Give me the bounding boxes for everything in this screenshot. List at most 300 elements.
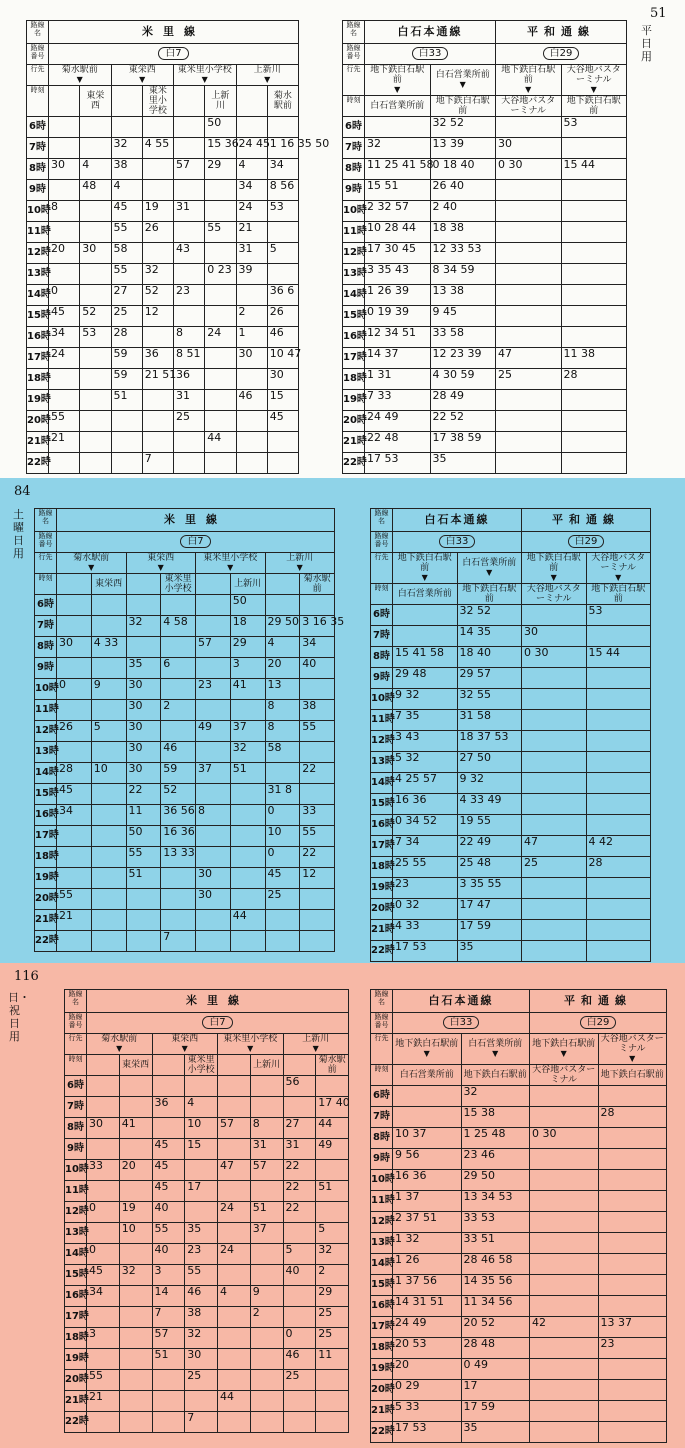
departure-minutes xyxy=(185,1160,218,1181)
arrow-down-icon: ▼ xyxy=(139,75,146,84)
time-label: 時刻 xyxy=(65,1055,87,1076)
route-number: 白7 xyxy=(180,535,210,548)
departure-minutes xyxy=(91,868,126,889)
hour-label: 21時 xyxy=(27,432,49,453)
departure-minutes: 24 49 xyxy=(393,1317,462,1338)
destination-header: 東栄西 xyxy=(91,574,126,595)
hour-label: 16時 xyxy=(27,327,49,348)
departure-minutes: 31 xyxy=(250,1139,283,1160)
departure-minutes xyxy=(174,222,205,243)
departure-minutes: 4 xyxy=(80,159,111,180)
departure-minutes: 4 xyxy=(218,1286,251,1307)
departure-minutes xyxy=(265,595,300,616)
departure-minutes: 53 xyxy=(586,605,651,626)
departure-minutes: 7 xyxy=(161,931,196,952)
departure-minutes: 45 xyxy=(57,784,92,805)
departure-minutes: 2 xyxy=(161,700,196,721)
departure-minutes: 4 33 xyxy=(91,637,126,658)
departure-minutes xyxy=(196,784,231,805)
line-name: 米里線 xyxy=(57,509,335,532)
departure-minutes: 29 xyxy=(316,1286,349,1307)
departure-minutes xyxy=(561,180,627,201)
departure-minutes: 55 xyxy=(87,1370,120,1391)
departure-minutes: 49 xyxy=(316,1139,349,1160)
departure-minutes xyxy=(236,453,267,474)
destination-header xyxy=(87,1034,153,1055)
departure-minutes xyxy=(393,626,458,647)
departure-minutes xyxy=(205,285,236,306)
departure-minutes xyxy=(250,1412,283,1433)
departure-minutes: 55 xyxy=(126,847,161,868)
destination-header: 東米里小学校 xyxy=(142,86,173,117)
departure-minutes xyxy=(265,763,300,784)
timetable-left xyxy=(64,989,349,1433)
hour-label: 9時 xyxy=(371,1149,393,1170)
departure-minutes: 28 xyxy=(561,369,627,390)
departure-minutes xyxy=(87,1349,120,1370)
departure-minutes xyxy=(218,1307,251,1328)
departure-minutes xyxy=(598,1254,667,1275)
departure-minutes: 12 xyxy=(300,868,335,889)
hour-label: 16時 xyxy=(35,805,57,826)
departure-minutes: 55 xyxy=(300,826,335,847)
departure-minutes xyxy=(205,453,236,474)
departure-minutes: 51 xyxy=(152,1349,185,1370)
destination-header: 大谷地バスターミナル xyxy=(530,1065,599,1086)
departure-minutes xyxy=(230,700,265,721)
destination-name: 菊水駅前 xyxy=(101,1034,138,1044)
departure-minutes xyxy=(250,1370,283,1391)
departure-minutes xyxy=(119,1139,152,1160)
departure-minutes: 55 xyxy=(111,264,142,285)
departure-minutes: 32 xyxy=(316,1244,349,1265)
hour-label: 22時 xyxy=(343,453,365,474)
departure-minutes xyxy=(598,1128,667,1149)
hour-label: 6時 xyxy=(35,595,57,616)
departure-minutes: 30 xyxy=(126,742,161,763)
route-number-cell xyxy=(87,1013,349,1034)
hour-label: 10時 xyxy=(27,201,49,222)
destination-label: 行先 xyxy=(371,1034,393,1065)
destination-name: 東米里小学校 xyxy=(223,1034,278,1044)
route-label: 路線番号 xyxy=(343,44,365,65)
arrow-down-icon: ▼ xyxy=(492,1049,499,1058)
departure-minutes: 13 34 53 xyxy=(461,1191,530,1212)
departure-minutes: 32 xyxy=(461,1086,530,1107)
departure-minutes xyxy=(530,1149,599,1170)
destination-header xyxy=(152,1034,218,1055)
hour-label: 15時 xyxy=(27,306,49,327)
hour-label: 13時 xyxy=(343,264,365,285)
hour-label: 7時 xyxy=(371,626,393,647)
arrow-down-icon: ▼ xyxy=(227,563,234,572)
departure-minutes: 30 xyxy=(87,1118,120,1139)
arrow-down-icon: ▼ xyxy=(181,1044,188,1053)
departure-minutes: 10 37 xyxy=(393,1128,462,1149)
departure-minutes: 5 xyxy=(267,243,298,264)
departure-minutes: 16 36 xyxy=(393,1170,462,1191)
departure-minutes xyxy=(174,264,205,285)
departure-minutes: 50 xyxy=(230,595,265,616)
destination-spacer xyxy=(152,1055,185,1076)
hour-label: 19時 xyxy=(371,1359,393,1380)
arrow-down-icon: ▼ xyxy=(615,573,622,582)
hour-label: 14時 xyxy=(35,763,57,784)
departure-minutes: 45 xyxy=(152,1181,185,1202)
departure-minutes xyxy=(393,605,458,626)
departure-minutes: 57 xyxy=(218,1118,251,1139)
departure-minutes xyxy=(283,1307,316,1328)
departure-minutes: 1 16 35 50 xyxy=(267,138,298,159)
departure-minutes: 55 xyxy=(152,1223,185,1244)
departure-minutes: 0 xyxy=(87,1244,120,1265)
departure-minutes xyxy=(152,1076,185,1097)
arrow-down-icon: ▼ xyxy=(88,563,95,572)
departure-minutes: 19 xyxy=(119,1202,152,1223)
departure-minutes xyxy=(80,222,111,243)
route-number-cell xyxy=(530,1013,667,1034)
arrow-down-icon: ▼ xyxy=(525,85,532,94)
departure-minutes xyxy=(205,243,236,264)
departure-minutes: 45 xyxy=(152,1139,185,1160)
departure-minutes: 32 xyxy=(142,264,173,285)
departure-minutes: 10 xyxy=(119,1223,152,1244)
departure-minutes: 22 xyxy=(283,1160,316,1181)
arrow-down-icon: ▼ xyxy=(590,85,597,94)
departure-minutes xyxy=(174,180,205,201)
departure-minutes: 34 xyxy=(300,637,335,658)
departure-minutes: 20 52 xyxy=(461,1317,530,1338)
departure-minutes xyxy=(87,1412,120,1433)
line-name: 米里線 xyxy=(49,21,299,44)
departure-minutes: 26 xyxy=(142,222,173,243)
departure-minutes: 19 55 xyxy=(457,815,522,836)
destination-header: 地下鉄白石駅前 xyxy=(586,584,651,605)
departure-minutes: 1 25 48 xyxy=(461,1128,530,1149)
hour-label: 14時 xyxy=(65,1244,87,1265)
departure-minutes: 29 57 xyxy=(457,668,522,689)
hour-label: 11時 xyxy=(371,710,393,731)
destination-name: 東栄西 xyxy=(147,553,175,563)
departure-minutes: 11 34 56 xyxy=(461,1296,530,1317)
departure-minutes: 25 xyxy=(496,369,562,390)
arrow-down-icon: ▼ xyxy=(486,568,493,577)
departure-minutes xyxy=(598,1191,667,1212)
departure-minutes xyxy=(316,1391,349,1412)
day-type-label: 土曜日用 xyxy=(13,508,24,560)
departure-minutes xyxy=(80,117,111,138)
departure-minutes xyxy=(283,1391,316,1412)
departure-minutes: 46 xyxy=(236,390,267,411)
departure-minutes: 13 xyxy=(265,679,300,700)
destination-header: 菊水駅前 xyxy=(267,86,298,117)
departure-minutes: 10 xyxy=(91,763,126,784)
hour-label: 6時 xyxy=(65,1076,87,1097)
departure-minutes: 18 38 xyxy=(430,222,496,243)
hour-label: 21時 xyxy=(35,910,57,931)
departure-minutes: 20 xyxy=(393,1359,462,1380)
departure-minutes: 2 40 xyxy=(430,201,496,222)
departure-minutes: 28 48 xyxy=(461,1338,530,1359)
departure-minutes xyxy=(586,731,651,752)
departure-minutes xyxy=(586,920,651,941)
departure-minutes: 5 xyxy=(316,1223,349,1244)
departure-minutes xyxy=(316,1412,349,1433)
departure-minutes xyxy=(236,117,267,138)
departure-minutes xyxy=(530,1170,599,1191)
time-label: 時刻 xyxy=(371,1065,393,1086)
departure-minutes: 24 49 xyxy=(365,411,431,432)
hour-label: 21時 xyxy=(371,920,393,941)
hour-label: 10時 xyxy=(371,1170,393,1191)
departure-minutes: 46 xyxy=(267,327,298,348)
departure-minutes: 1 26 xyxy=(393,1254,462,1275)
arrow-down-icon: ▼ xyxy=(296,563,303,572)
hour-label: 10時 xyxy=(35,679,57,700)
departure-minutes xyxy=(218,1328,251,1349)
hour-label: 20時 xyxy=(27,411,49,432)
departure-minutes: 23 xyxy=(393,878,458,899)
departure-minutes xyxy=(598,1233,667,1254)
departure-minutes: 23 xyxy=(598,1338,667,1359)
departure-minutes: 10 28 44 xyxy=(365,222,431,243)
line-name: 米里線 xyxy=(87,990,349,1013)
arrow-down-icon: ▼ xyxy=(421,573,428,582)
departure-minutes: 28 xyxy=(598,1107,667,1128)
hour-label: 8時 xyxy=(371,647,393,668)
departure-minutes: 8 xyxy=(196,805,231,826)
departure-minutes xyxy=(365,117,431,138)
departure-minutes xyxy=(80,285,111,306)
destination-name: 大谷地バスターミナル xyxy=(600,1034,664,1054)
destination-header xyxy=(393,553,458,584)
hour-label: 17時 xyxy=(371,836,393,857)
departure-minutes xyxy=(218,1097,251,1118)
departure-minutes: 37 xyxy=(230,721,265,742)
departure-minutes xyxy=(522,605,587,626)
hour-label: 9時 xyxy=(65,1139,87,1160)
hour-label: 7時 xyxy=(371,1107,393,1128)
departure-minutes: 17 53 xyxy=(365,453,431,474)
departure-minutes: 23 46 xyxy=(461,1149,530,1170)
departure-minutes: 47 xyxy=(496,348,562,369)
departure-minutes: 17 53 xyxy=(393,1422,462,1443)
departure-minutes: 25 xyxy=(316,1328,349,1349)
departure-minutes xyxy=(530,1107,599,1128)
destination-header: 上新川 xyxy=(230,574,265,595)
route-label: 路線番号 xyxy=(27,44,49,65)
departure-minutes xyxy=(230,931,265,952)
departure-minutes: 52 xyxy=(80,306,111,327)
departure-minutes: 1 32 xyxy=(393,1233,462,1254)
departure-minutes xyxy=(196,742,231,763)
departure-minutes: 15 38 xyxy=(461,1107,530,1128)
departure-minutes xyxy=(230,784,265,805)
departure-minutes xyxy=(91,826,126,847)
departure-minutes xyxy=(316,1076,349,1097)
departure-minutes xyxy=(218,1370,251,1391)
departure-minutes: 32 xyxy=(365,138,431,159)
departure-minutes: 27 xyxy=(111,285,142,306)
departure-minutes: 4 58 xyxy=(161,616,196,637)
departure-minutes xyxy=(283,1412,316,1433)
arrow-down-icon: ▼ xyxy=(116,1044,123,1053)
hour-label: 12時 xyxy=(27,243,49,264)
departure-minutes: 0 xyxy=(265,805,300,826)
departure-minutes xyxy=(561,390,627,411)
departure-minutes: 33 xyxy=(300,805,335,826)
departure-minutes xyxy=(300,931,335,952)
departure-minutes: 3 xyxy=(87,1328,120,1349)
departure-minutes: 7 33 xyxy=(365,390,431,411)
route-number-cell xyxy=(393,1013,530,1034)
departure-minutes xyxy=(111,453,142,474)
departure-minutes: 5 32 xyxy=(393,752,458,773)
departure-minutes: 31 xyxy=(174,390,205,411)
departure-minutes: 5 33 xyxy=(393,1401,462,1422)
departure-minutes: 1 31 xyxy=(365,369,431,390)
departure-minutes xyxy=(586,710,651,731)
route-number-cell xyxy=(522,532,651,553)
hour-label: 18時 xyxy=(65,1328,87,1349)
departure-minutes: 45 xyxy=(267,411,298,432)
departure-minutes xyxy=(205,201,236,222)
destination-header xyxy=(265,553,335,574)
departure-minutes: 0 18 40 xyxy=(430,159,496,180)
departure-minutes: 35 xyxy=(126,658,161,679)
departure-minutes: 25 xyxy=(174,411,205,432)
departure-minutes: 13 33 xyxy=(161,847,196,868)
hour-label: 9時 xyxy=(343,180,365,201)
departure-minutes: 32 xyxy=(185,1328,218,1349)
departure-minutes: 36 xyxy=(174,369,205,390)
departure-minutes: 0 32 xyxy=(393,899,458,920)
departure-minutes: 15 xyxy=(185,1139,218,1160)
departure-minutes: 8 56 xyxy=(267,180,298,201)
departure-minutes: 47 xyxy=(522,836,587,857)
departure-minutes: 55 xyxy=(300,721,335,742)
hour-label: 10時 xyxy=(65,1160,87,1181)
hour-label: 18時 xyxy=(343,369,365,390)
hour-label: 15時 xyxy=(371,794,393,815)
hour-label: 13時 xyxy=(27,264,49,285)
departure-minutes: 30 xyxy=(185,1349,218,1370)
day-type-label: 平日用 xyxy=(641,24,652,63)
departure-minutes xyxy=(91,931,126,952)
departure-minutes xyxy=(598,1359,667,1380)
destination-label: 行先 xyxy=(371,553,393,584)
departure-minutes xyxy=(91,616,126,637)
departure-minutes: 17 38 59 xyxy=(430,432,496,453)
departure-minutes xyxy=(119,1328,152,1349)
hour-label: 10時 xyxy=(371,689,393,710)
departure-minutes: 7 xyxy=(152,1307,185,1328)
departure-minutes xyxy=(586,878,651,899)
departure-minutes: 55 xyxy=(49,411,80,432)
departure-minutes: 9 32 xyxy=(393,689,458,710)
line-name: 白石本通線 xyxy=(365,21,496,44)
departure-minutes: 21 51 xyxy=(142,369,173,390)
departure-minutes: 36 6 xyxy=(267,285,298,306)
departure-minutes: 3 16 35 xyxy=(300,616,335,637)
departure-minutes xyxy=(230,805,265,826)
destination-header: 地下鉄白石駅前 xyxy=(457,584,522,605)
departure-minutes xyxy=(196,616,231,637)
departure-minutes xyxy=(530,1254,599,1275)
departure-minutes xyxy=(316,1370,349,1391)
destination-spacer xyxy=(87,1055,120,1076)
departure-minutes xyxy=(522,731,587,752)
departure-minutes xyxy=(598,1422,667,1443)
departure-minutes: 30 xyxy=(196,868,231,889)
hour-label: 8時 xyxy=(27,159,49,180)
departure-minutes xyxy=(91,847,126,868)
departure-minutes: 8 51 xyxy=(174,348,205,369)
departure-minutes: 0 xyxy=(49,285,80,306)
departure-minutes: 37 xyxy=(250,1223,283,1244)
destination-header: 菊水駅前 xyxy=(316,1055,349,1076)
departure-minutes: 23 xyxy=(174,285,205,306)
departure-minutes: 14 xyxy=(152,1286,185,1307)
arrow-down-icon: ▼ xyxy=(247,1044,254,1053)
departure-minutes: 17 47 xyxy=(457,899,522,920)
destination-name: 菊水駅前 xyxy=(61,65,98,75)
departure-minutes xyxy=(598,1212,667,1233)
hour-label: 15時 xyxy=(65,1265,87,1286)
departure-minutes xyxy=(161,889,196,910)
departure-minutes xyxy=(561,432,627,453)
departure-minutes xyxy=(316,1202,349,1223)
destination-header: 白石営業所前 xyxy=(365,96,431,117)
departure-minutes: 17 40 xyxy=(316,1097,349,1118)
departure-minutes xyxy=(522,794,587,815)
departure-minutes xyxy=(152,1391,185,1412)
destination-header xyxy=(522,553,587,584)
departure-minutes: 40 xyxy=(283,1265,316,1286)
departure-minutes xyxy=(57,742,92,763)
departure-minutes: 4 xyxy=(236,159,267,180)
departure-minutes: 30 xyxy=(57,637,92,658)
hour-label: 17時 xyxy=(27,348,49,369)
arrow-down-icon: ▼ xyxy=(312,1044,319,1053)
departure-minutes: 21 xyxy=(57,910,92,931)
departure-minutes: 30 xyxy=(267,369,298,390)
departure-minutes: 46 xyxy=(283,1349,316,1370)
hour-label: 18時 xyxy=(35,847,57,868)
departure-minutes xyxy=(91,889,126,910)
departure-minutes: 30 xyxy=(80,243,111,264)
departure-minutes xyxy=(522,941,587,962)
departure-minutes: 22 xyxy=(283,1181,316,1202)
destination-label: 行先 xyxy=(343,65,365,96)
departure-minutes: 49 xyxy=(196,721,231,742)
departure-minutes: 32 52 xyxy=(457,605,522,626)
departure-minutes xyxy=(111,432,142,453)
departure-minutes: 58 xyxy=(111,243,142,264)
line-label: 路線名 xyxy=(35,509,57,532)
departure-minutes: 11 25 41 58 xyxy=(365,159,431,180)
departure-minutes: 19 xyxy=(142,201,173,222)
departure-minutes xyxy=(57,595,92,616)
departure-minutes xyxy=(49,390,80,411)
departure-minutes xyxy=(57,700,92,721)
departure-minutes: 52 xyxy=(161,784,196,805)
departure-minutes xyxy=(142,159,173,180)
destination-name: 上新川 xyxy=(286,553,314,563)
departure-minutes: 57 xyxy=(250,1160,283,1181)
departure-minutes xyxy=(393,1086,462,1107)
departure-minutes: 25 48 xyxy=(457,857,522,878)
